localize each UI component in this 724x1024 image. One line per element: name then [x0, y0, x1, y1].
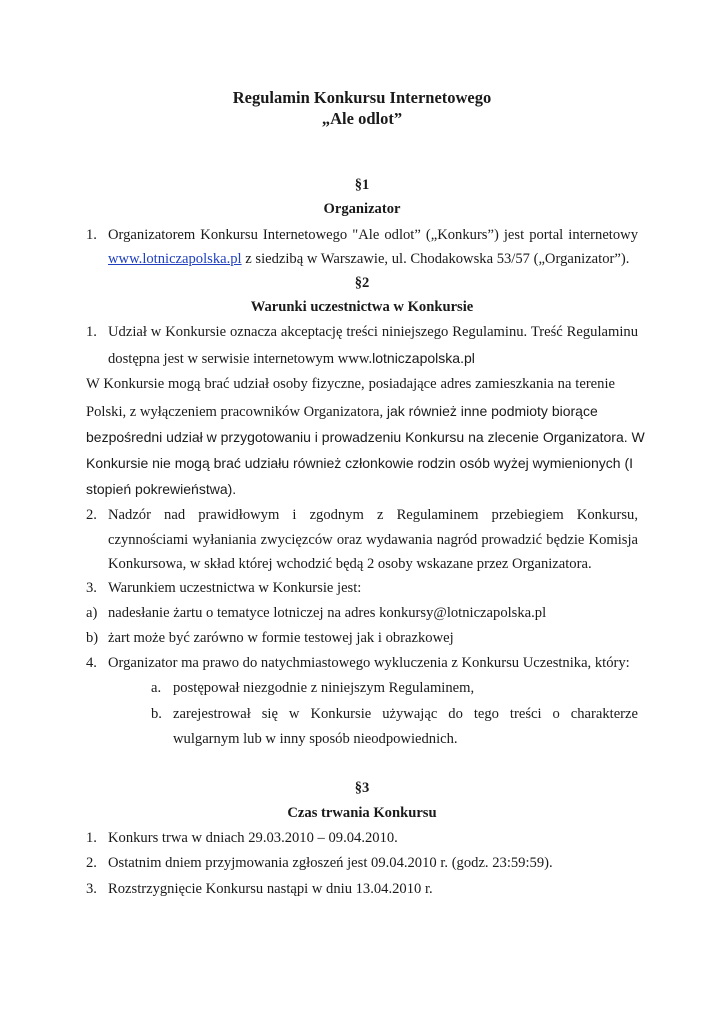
section-3-heading: Czas trwania Konkursu	[287, 805, 437, 821]
s2-item3-a-text: nadesłanie żartu o tematyce lotniczej na adres konkursy@lotniczapolska.pl	[108, 605, 547, 621]
section-3-mark: §3	[354, 780, 370, 796]
s1-item1-line1: Organizatorem Konkursu Internetowego "Ale odlot” („Konkurs”) jest portal internetowy	[108, 227, 638, 243]
s3-item2-text: Ostatnim dniem przyjmowania zgłoszeń jest 09.04.2010 r. (godz. 23:59:59).	[108, 855, 553, 871]
s2-item2-line3: Konkursowa, w skład której wchodzić będą 2 osoby wskazane przez Organizatora.	[108, 556, 592, 572]
s3-item2-number: 2.	[86, 855, 97, 871]
s2-item3-line1: Warunkiem uczestnictwa w Konkursie jest:	[108, 580, 362, 596]
document-title-line1: Regulamin Konkursu Internetowego	[232, 88, 492, 107]
s3-item1-number: 1.	[86, 830, 97, 846]
s2-item1-line2-a: dostępna jest w serwisie internetowym www.	[108, 351, 373, 367]
document-title-line2: „Ale odlot”	[321, 109, 403, 128]
s2-item1-line2	[108, 350, 475, 368]
s2-item1-number: 1.	[86, 324, 97, 340]
s2-item4-a-text: postępował niezgodnie z niniejszym Regulaminem,	[173, 680, 475, 696]
s2-para-line1: W Konkursie mogą brać udział osoby fizyczne, posiadające adres zamieszkania na terenie	[86, 376, 615, 392]
section-1-mark: §1	[354, 177, 370, 193]
s1-item1-number: 1.	[86, 227, 97, 243]
s2-item3-number: 3.	[86, 580, 97, 596]
s2-item2-line2: czynnościami wyłaniania zwycięzców oraz wydawania nagród prowadzić będzie Komisja	[108, 532, 638, 548]
s2-para-line3: bezpośredni udział w przygotowaniu i prowadzeniu Konkursu na zlecenie Organizatora. W	[86, 429, 645, 445]
s1-item1-line2	[108, 251, 629, 268]
s2-item4-line1: Organizator ma prawo do natychmiastowego wykluczenia z Konkursu Uczestnika, który:	[108, 655, 630, 671]
s2-item1-line2-b: lotniczapolska.pl	[372, 350, 475, 366]
s3-item1-text: Konkurs trwa w dniach 29.03.2010 – 09.04.2010.	[108, 830, 398, 846]
s2-para-line2-b: jak również inne podmioty biorące	[386, 403, 598, 419]
lotniczapolska-link[interactable]: www.lotniczapolska.pl	[108, 251, 242, 267]
s2-item4-number: 4.	[86, 655, 97, 671]
s2-item4-b-line2: wulgarnym lub w inny sposób nieodpowiednich.	[173, 731, 458, 747]
s2-para-line4: Konkursie nie mogą brać udziału również członkowie rodzin osób wyżej wymienionych (I	[86, 455, 634, 471]
s2-para-line5: stopień pokrewieństwa).	[86, 481, 237, 497]
s2-para-line2-a: Polski, z wyłączeniem pracowników Organizatora,	[86, 404, 387, 420]
s2-item2-number: 2.	[86, 507, 97, 523]
s1-item1-line2-rest: z siedzibą w Warszawie, ul. Chodakowska 53/57 („Organizator”).	[241, 251, 630, 267]
section-2-heading: Warunki uczestnictwa w Konkursie	[250, 299, 474, 315]
s2-item4-b-line1: zarejestrował się w Konkursie używając do tego treści o charakterze	[173, 706, 638, 722]
s2-item3-b-mark: b)	[86, 630, 99, 646]
section-1-heading: Organizator	[323, 201, 401, 217]
s2-item2-line1: Nadzór nad prawidłowym i zgodnym z Regulaminem przebiegiem Konkursu,	[108, 507, 638, 523]
s3-item3-text: Rozstrzygnięcie Konkursu nastąpi w dniu 13.04.2010 r.	[108, 881, 433, 897]
s2-item4-a-mark: a.	[151, 680, 162, 696]
section-2-mark: §2	[354, 275, 370, 291]
s2-para-line2	[86, 403, 598, 421]
s3-item3-number: 3.	[86, 881, 97, 897]
s2-item3-a-mark: a)	[86, 605, 98, 621]
s2-item3-b-text: żart może być zarówno w formie testowej jak i obrazkowej	[108, 630, 454, 646]
s2-item4-b-mark: b.	[151, 706, 162, 722]
s2-item1-line1: Udział w Konkursie oznacza akceptację treści niniejszego Regulaminu. Treść Regulaminu	[108, 324, 638, 340]
